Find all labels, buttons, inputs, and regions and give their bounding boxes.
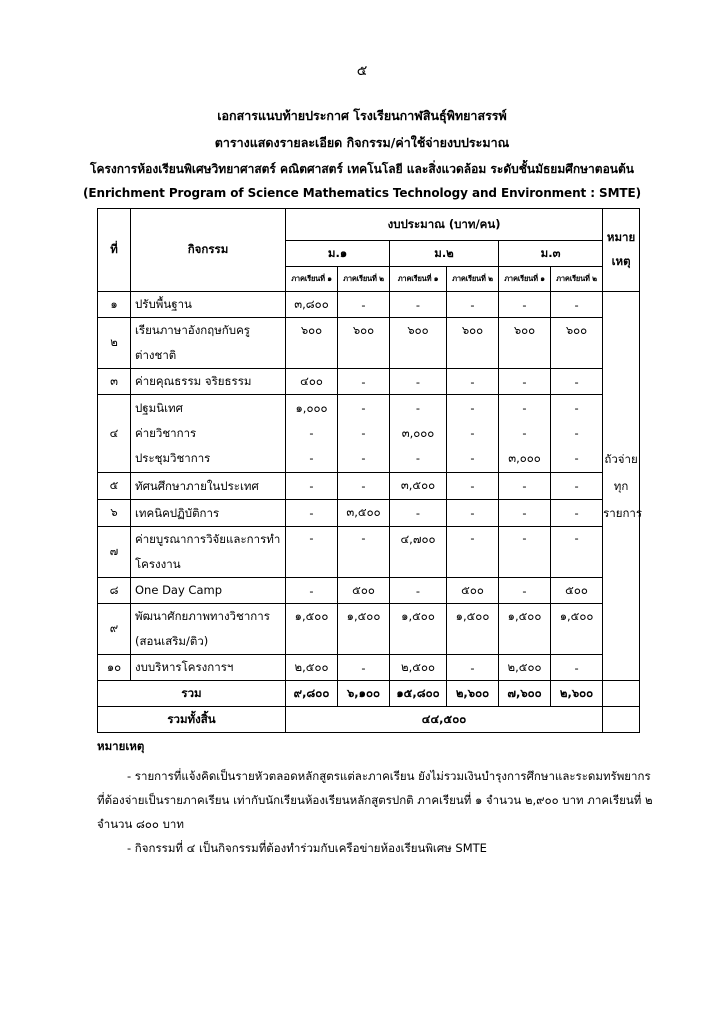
- budget-line: -: [309, 426, 314, 440]
- table-row: [98, 292, 640, 318]
- budget-table: [97, 208, 643, 733]
- table-row: [98, 578, 640, 604]
- budget-cell: ๖๐๐: [499, 318, 551, 369]
- row-number: ๔: [98, 395, 131, 473]
- total-cell: ๒,๖๐๐: [447, 681, 499, 707]
- budget-cell: -: [447, 655, 499, 681]
- header-no: ที่: [98, 209, 131, 292]
- header-grade-1: ม.๑: [286, 241, 390, 267]
- header-semester: ภาคเรียนที่ ๑: [286, 267, 338, 292]
- header-semester: ภาคเรียนที่ ๒: [551, 267, 603, 292]
- budget-cell: -: [286, 500, 338, 527]
- budget-cell: ๖๐๐: [551, 318, 603, 369]
- budget-cell: -: [286, 473, 338, 500]
- budget-cell: -: [551, 527, 603, 578]
- budget-cell: -: [286, 578, 338, 604]
- activity-name: ปรับพื้นฐาน: [131, 292, 286, 318]
- budget-cell: -: [338, 655, 390, 681]
- document-title-line-4: (Enrichment Program of Science Mathematics Technology and Environment : SMTE): [83, 186, 641, 200]
- budget-cell: ๑,๕๐๐: [447, 604, 499, 655]
- budget-cell: [551, 395, 603, 473]
- budget-line: -: [361, 401, 366, 415]
- budget-cell: -: [499, 578, 551, 604]
- budget-cell: -: [447, 500, 499, 527]
- activity-line: โครงงาน: [135, 557, 181, 571]
- budget-line: ๓,๐๐๐: [401, 426, 435, 440]
- activity-name: ค่ายคุณธรรม จริยธรรม: [131, 369, 286, 395]
- activity-line: เรียนภาษาอังกฤษกับครู: [135, 323, 250, 337]
- budget-cell: -: [338, 292, 390, 318]
- note-line: ถัวจ่าย: [604, 451, 638, 466]
- budget-line: -: [574, 401, 579, 415]
- budget-cell: ๕๐๐: [447, 578, 499, 604]
- total-cell: ๖,๑๐๐: [338, 681, 390, 707]
- total-label: รวม: [98, 681, 286, 707]
- budget-cell: ๖๐๐: [447, 318, 499, 369]
- budget-cell: ๖๐๐: [390, 318, 447, 369]
- activity-name: [131, 527, 286, 578]
- budget-cell: -: [338, 369, 390, 395]
- budget-cell: ๒,๕๐๐: [390, 655, 447, 681]
- budget-cell: -: [286, 527, 338, 578]
- header-note-line-2: เหตุ: [611, 254, 631, 268]
- budget-line: -: [574, 426, 579, 440]
- budget-cell: ๔,๗๐๐: [390, 527, 447, 578]
- header-semester: ภาคเรียนที่ ๒: [338, 267, 390, 292]
- row-number: ๑: [98, 292, 131, 318]
- budget-line: -: [522, 401, 527, 415]
- activity-line: ประชุมวิชาการ: [135, 451, 211, 465]
- budget-cell: -: [551, 655, 603, 681]
- budget-cell: ๓,๘๐๐: [286, 292, 338, 318]
- document-title-line-3: โครงการห้องเรียนพิเศษวิทยาศาสตร์ คณิตศาสตร์ เทคโนโลยี และสิ่งแวดล้อม ระดับชั้นมัธยมศึกษาตอนต้น: [90, 162, 634, 176]
- budget-cell: ๑,๕๐๐: [286, 604, 338, 655]
- table-row: [98, 655, 640, 681]
- row-number: ๑๐: [98, 655, 131, 681]
- budget-line: -: [574, 451, 579, 465]
- activity-line: ต่างชาติ: [135, 348, 177, 362]
- budget-cell: -: [499, 500, 551, 527]
- table-row: [98, 527, 640, 578]
- budget-cell: ๔๐๐: [286, 369, 338, 395]
- table-row: [98, 395, 640, 473]
- budget-cell: ๖๐๐: [338, 318, 390, 369]
- budget-cell: -: [499, 369, 551, 395]
- budget-line: -: [309, 451, 314, 465]
- activity-name: เทคนิคปฏิบัติการ: [131, 500, 286, 527]
- table-row: [98, 473, 640, 500]
- budget-cell: -: [551, 292, 603, 318]
- budget-cell: ๑,๕๐๐: [390, 604, 447, 655]
- empty-cell: [603, 707, 640, 733]
- budget-cell: -: [499, 292, 551, 318]
- activity-name: [131, 395, 286, 473]
- budget-cell: -: [447, 473, 499, 500]
- budget-line: -: [470, 426, 475, 440]
- table-row: [98, 318, 640, 369]
- empty-cell: [603, 681, 640, 707]
- activity-line: ปฐมนิเทศ: [135, 401, 183, 415]
- note-line: รายการ: [603, 505, 643, 520]
- budget-line: -: [361, 426, 366, 440]
- header-note: [603, 209, 640, 292]
- notes-section: [97, 738, 657, 860]
- budget-cell: ๑,๕๐๐: [338, 604, 390, 655]
- budget-cell: -: [447, 527, 499, 578]
- budget-cell: -: [551, 369, 603, 395]
- page-number: ๕: [356, 63, 368, 79]
- grand-total-value: ๔๔,๕๐๐: [286, 707, 603, 733]
- header-semester: ภาคเรียนที่ ๑: [499, 267, 551, 292]
- total-cell: ๒,๖๐๐: [551, 681, 603, 707]
- budget-cell: ๓,๕๐๐: [390, 473, 447, 500]
- table-row: [98, 604, 640, 655]
- row-number: ๒: [98, 318, 131, 369]
- header-grade-3: ม.๓: [499, 241, 603, 267]
- budget-cell: [338, 395, 390, 473]
- grand-total-row: [98, 707, 640, 733]
- budget-cell: -: [390, 369, 447, 395]
- header-semester: ภาคเรียนที่ ๒: [447, 267, 499, 292]
- budget-cell: -: [338, 473, 390, 500]
- total-cell: ๑๕,๘๐๐: [390, 681, 447, 707]
- activity-name: One Day Camp: [131, 578, 286, 604]
- note-line: ทุก: [613, 478, 629, 493]
- budget-cell: -: [551, 500, 603, 527]
- header-semester: ภาคเรียนที่ ๑: [390, 267, 447, 292]
- budget-cell: [286, 395, 338, 473]
- row-number: ๗: [98, 527, 131, 578]
- budget-cell: -: [338, 527, 390, 578]
- budget-cell: -: [447, 369, 499, 395]
- document-title-line-1: เอกสารแนบท้ายประกาศ โรงเรียนกาฬสินธุ์พิทยาสรรพ์: [217, 108, 507, 123]
- note-cell: [603, 292, 643, 681]
- table-row: [98, 369, 640, 395]
- budget-cell: ๖๐๐: [286, 318, 338, 369]
- budget-cell: ๒,๕๐๐: [286, 655, 338, 681]
- budget-cell: [390, 395, 447, 473]
- row-number: ๘: [98, 578, 131, 604]
- budget-line: -: [361, 451, 366, 465]
- budget-cell: ๑,๕๐๐: [499, 604, 551, 655]
- notes-title: หมายเหตุ: [97, 739, 145, 753]
- budget-line: -: [415, 451, 421, 465]
- budget-cell: ๒,๕๐๐: [499, 655, 551, 681]
- activity-line: ค่ายวิชาการ: [135, 426, 197, 440]
- budget-cell: -: [499, 527, 551, 578]
- budget-cell: -: [447, 292, 499, 318]
- activity-line: ค่ายบูรณาการวิจัยและการทำ: [135, 532, 281, 546]
- budget-cell: -: [390, 500, 447, 527]
- row-number: ๖: [98, 500, 131, 527]
- header-grade-2: ม.๒: [390, 241, 499, 267]
- grand-total-label: รวมทั้งสิ้น: [98, 707, 286, 733]
- row-number: ๕: [98, 473, 131, 500]
- budget-cell: -: [390, 578, 447, 604]
- budget-line: -: [470, 401, 475, 415]
- note-text: ที่ต้องจ่ายเป็นรายภาคเรียน เท่ากับนักเรียนห้องเรียนหลักสูตรปกติ ภาคเรียนที่ ๑ จำนวน ๒,๙๐๐ บาท ภาคเรียนที่ ๒: [97, 793, 653, 807]
- note-text: - รายการที่แจ้งคิดเป็นรายหัวตลอดหลักสูตรแต่ละภาคเรียน ยังไม่รวมเงินบำรุงการศึกษาและระดมทรัพยากร: [127, 769, 651, 783]
- budget-cell: ๓,๕๐๐: [338, 500, 390, 527]
- header-note-line-1: หมาย: [606, 230, 636, 244]
- budget-cell: ๕๐๐: [338, 578, 390, 604]
- note-text: จำนวน ๘๐๐ บาท: [97, 817, 184, 831]
- budget-cell: -: [551, 473, 603, 500]
- activity-line: พัฒนาศักยภาพทางวิชาการ: [135, 609, 270, 623]
- header-budget: งบประมาณ (บาท/คน): [286, 209, 603, 241]
- document-title-line-2: ตารางแสดงรายละเอียด กิจกรรม/ค่าใช้จ่ายงบประมาณ: [214, 135, 510, 150]
- budget-cell: -: [390, 292, 447, 318]
- table-row: [98, 500, 640, 527]
- total-row: [98, 681, 640, 707]
- note-text: - กิจกรรมที่ ๔ เป็นกิจกรรมที่ต้องทำร่วมกับเครือข่ายห้องเรียนพิเศษ SMTE: [127, 841, 487, 855]
- activity-name: [131, 604, 286, 655]
- budget-cell: ๕๐๐: [551, 578, 603, 604]
- budget-line: -: [415, 401, 421, 415]
- budget-line: ๑,๐๐๐: [295, 401, 328, 415]
- row-number: ๓: [98, 369, 131, 395]
- budget-line: -: [522, 426, 527, 440]
- budget-line: ๓,๐๐๐: [508, 451, 541, 465]
- row-number: ๙: [98, 604, 131, 655]
- budget-cell: -: [499, 473, 551, 500]
- activity-name: [131, 318, 286, 369]
- total-cell: ๗,๖๐๐: [499, 681, 551, 707]
- activity-line: (สอนเสริม/ติว): [135, 634, 209, 648]
- budget-cell: [447, 395, 499, 473]
- total-cell: ๙,๘๐๐: [286, 681, 338, 707]
- header-activity: กิจกรรม: [131, 209, 286, 292]
- budget-cell: ๑,๕๐๐: [551, 604, 603, 655]
- budget-line: -: [470, 451, 475, 465]
- budget-cell: [499, 395, 551, 473]
- activity-name: ทัศนศึกษาภายในประเทศ: [131, 473, 286, 500]
- activity-name: งบบริหารโครงการฯ: [131, 655, 286, 681]
